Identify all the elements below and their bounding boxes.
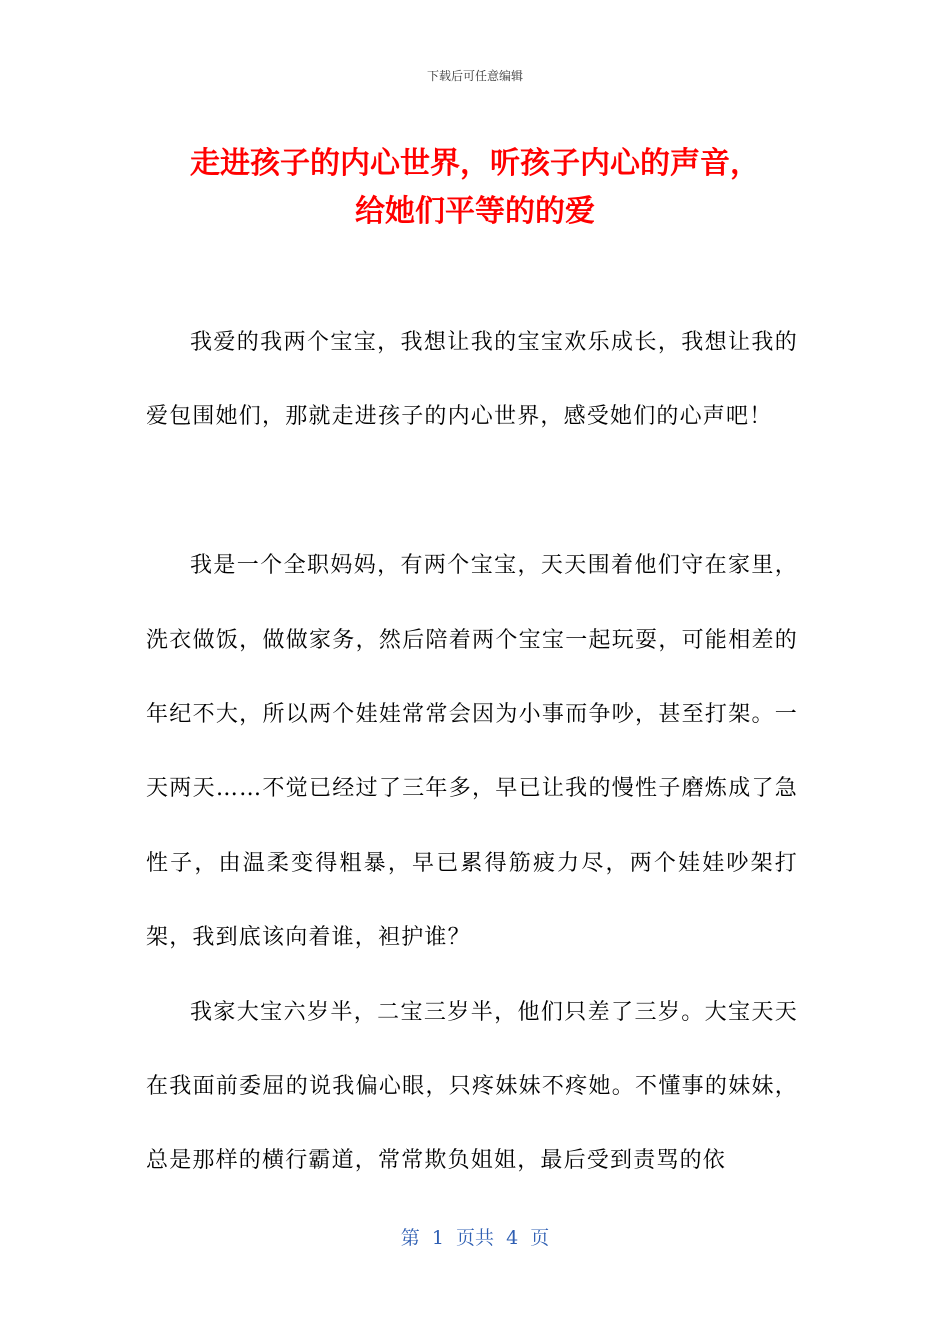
title-line-1: 走进孩子的内心世界，听孩子内心的声音， — [190, 146, 760, 181]
paragraph-spacer — [146, 455, 798, 529]
document-body — [146, 306, 798, 1199]
paragraph-2: 我是一个全职妈妈，有两个宝宝，天天围着他们守在家里，洗衣做饭，做做家务，然后陪着两个宝宝一起玩耍，可能相差的年纪不大，所以两个娃娃常常会因为小事而争吵，甚至打架。一天两天……不觉已经过了三年多，早已让我的慢性子磨炼成了急性子，由温柔变得粗暴，早已累得筋疲力尽，两个娃娃吵架打架，我到底该向着谁，袒护谁？ — [146, 553, 798, 951]
page-number-footer: 第 1 页共 4 页 — [400, 1227, 550, 1249]
title-line-2: 给她们平等的的爱 — [355, 194, 595, 229]
header-note: 下载后可任意编辑 — [426, 69, 523, 83]
paragraph-1: 我爱的我两个宝宝，我想让我的宝宝欢乐成长，我想让我的爱包围她们，那就走进孩子的内心世界，感受她们的心声吧！ — [146, 330, 798, 430]
paragraph-3: 我家大宝六岁半，二宝三岁半，他们只差了三岁。大宝天天在我面前委屈的说我偏心眼，只疼妹妹不疼她。不懂事的妹妹，总是那样的横行霸道，常常欺负姐姐，最后受到责骂的依 — [146, 999, 798, 1174]
document-title — [0, 140, 950, 236]
